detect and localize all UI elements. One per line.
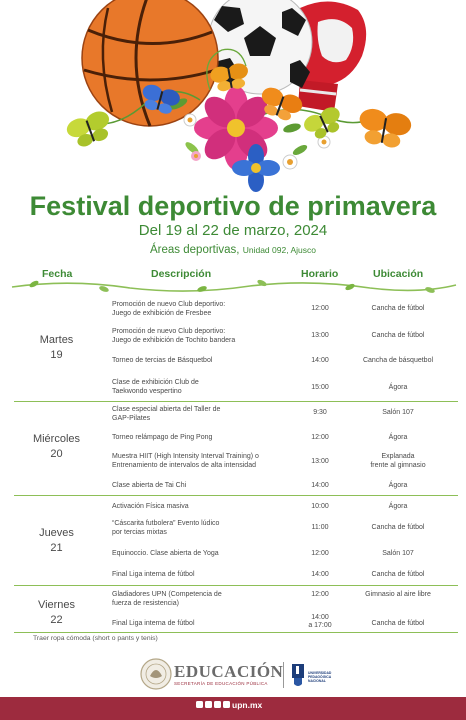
event-location: Cancha de fútbol <box>371 524 425 531</box>
social-media-icons <box>196 701 230 708</box>
event-location: Salón 107 <box>382 550 414 557</box>
event-location: Explanada frente al gimnasio <box>370 453 426 469</box>
day-name: Martes <box>39 334 74 346</box>
day-separator <box>14 585 458 586</box>
event-location: Ágora <box>388 384 408 391</box>
instagram-icon[interactable] <box>214 701 221 708</box>
event-time: 13:00 <box>311 458 329 465</box>
day-name: Miércoles <box>32 433 81 445</box>
event-description: “Cáscarita futbolera” Evento lúdico por tercias mixtas <box>112 520 220 536</box>
upn-wordmark: UNIVERSIDAD PEDAGÓGICA NACIONAL <box>308 671 332 683</box>
event-location: Ágora <box>388 434 408 441</box>
day-separator <box>14 632 458 633</box>
flower-icon <box>283 155 297 169</box>
day-label-thursday <box>14 526 99 556</box>
event-description: Equinoccio. Clase abierta de Yoga <box>112 550 219 557</box>
butterfly-icon <box>64 108 115 150</box>
event-title: Festival deportivo de primavera <box>29 191 437 221</box>
event-time: 12:00 <box>311 434 329 441</box>
venue-main: Áreas deportivas, <box>150 244 240 256</box>
day-label-tuesday <box>14 333 99 363</box>
upn-logo-icon <box>292 664 304 686</box>
education-wordmark: EDUCACIÓN <box>174 662 284 681</box>
day-number: 22 <box>50 614 63 626</box>
facebook-icon[interactable] <box>196 701 203 708</box>
footer-bar <box>0 697 466 720</box>
column-header-date: Fecha <box>42 268 73 280</box>
event-time: 10:00 <box>311 503 329 510</box>
event-description: Promoción de nuevo Club deportivo: Juego de exhibición de Tochito bandera <box>112 328 236 344</box>
day-name: Viernes <box>37 599 76 611</box>
event-time: 14:00 a 17:00 <box>308 614 332 629</box>
event-location: Salón 107 <box>382 409 414 416</box>
event-time: 12:00 <box>311 591 329 598</box>
event-location: Cancha de fútbol <box>371 571 425 578</box>
event-description: Torneo relámpago de Ping Pong <box>112 434 213 441</box>
event-time: 9:30 <box>313 409 327 416</box>
event-time: 14:00 <box>311 482 329 489</box>
twitter-icon[interactable] <box>223 701 230 708</box>
event-dates: Del 19 al 22 de marzo, 2024 <box>138 222 328 239</box>
day-number: 21 <box>50 542 63 554</box>
event-location: Cancha de fútbol <box>371 305 425 312</box>
flower-icon <box>191 151 201 161</box>
event-time: 14:00 <box>311 571 329 578</box>
event-description: Final Liga interna de fútbol <box>112 571 195 578</box>
education-subtitle: SECRETARÍA DE EDUCACIÓN PÚBLICA <box>174 681 268 686</box>
youtube-icon[interactable] <box>205 701 212 708</box>
day-separator <box>14 495 458 496</box>
day-separator <box>14 401 458 402</box>
event-time: 15:00 <box>311 384 329 391</box>
event-time: 13:00 <box>311 332 329 339</box>
event-description: Activación Física masiva <box>112 503 189 510</box>
event-description: Gladiadores UPN (Competencia de fuerza de resistencia) <box>112 591 222 607</box>
government-seal-icon <box>141 659 171 689</box>
butterfly-icon <box>356 107 413 150</box>
header-vine-divider <box>10 277 458 297</box>
event-location: Cancha de básquetbol <box>362 357 434 364</box>
day-label-wednesday <box>14 432 99 462</box>
event-description: Final Liga interna de fútbol <box>112 620 195 627</box>
column-header-time: Horario <box>301 268 339 280</box>
event-location: Ágora <box>388 503 408 510</box>
event-description: Torneo de tercias de Básquetbol <box>112 357 213 364</box>
event-location: Cancha de fútbol <box>371 332 425 339</box>
event-venue <box>0 244 466 256</box>
hero-illustration <box>0 0 466 192</box>
logo-divider <box>283 662 284 688</box>
column-header-description: Descripción <box>151 268 212 280</box>
event-description: Clase abierta de Tai Chi <box>112 482 187 489</box>
event-location: Ágora <box>388 482 408 489</box>
day-label-friday <box>14 598 99 628</box>
event-description: Promoción de nuevo Club deportivo: Juego de exhibición de Fresbee <box>112 301 226 317</box>
day-number: 19 <box>50 349 63 361</box>
event-location: Cancha de fútbol <box>371 620 425 627</box>
day-name: Jueves <box>39 527 74 539</box>
event-location: Gimnasio al aire libre <box>365 591 431 598</box>
event-time: 12:00 <box>311 550 329 557</box>
event-description: Clase de exhibición Club de Taekwondo vespertino <box>112 379 199 395</box>
event-description: Clase especial abierta del Taller de GAP-Pilates <box>112 406 221 422</box>
venue-detail: Unidad 092, Ajusco <box>242 245 316 255</box>
event-description: Muestra HIIT (High Intensity Interval Training) o Entrenamiento de intervalos de alta intensidad <box>112 453 259 469</box>
day-number: 20 <box>50 448 63 460</box>
event-time: 12:00 <box>311 305 329 312</box>
event-time: 11:00 <box>311 524 329 531</box>
dress-code-note: Traer ropa cómoda (short o pants y tenis) <box>33 635 158 642</box>
flower-icon <box>184 114 196 126</box>
column-header-location: Ubicación <box>373 268 424 280</box>
event-time: 14:00 <box>311 357 329 364</box>
website-link[interactable]: upn.mx <box>232 700 263 710</box>
